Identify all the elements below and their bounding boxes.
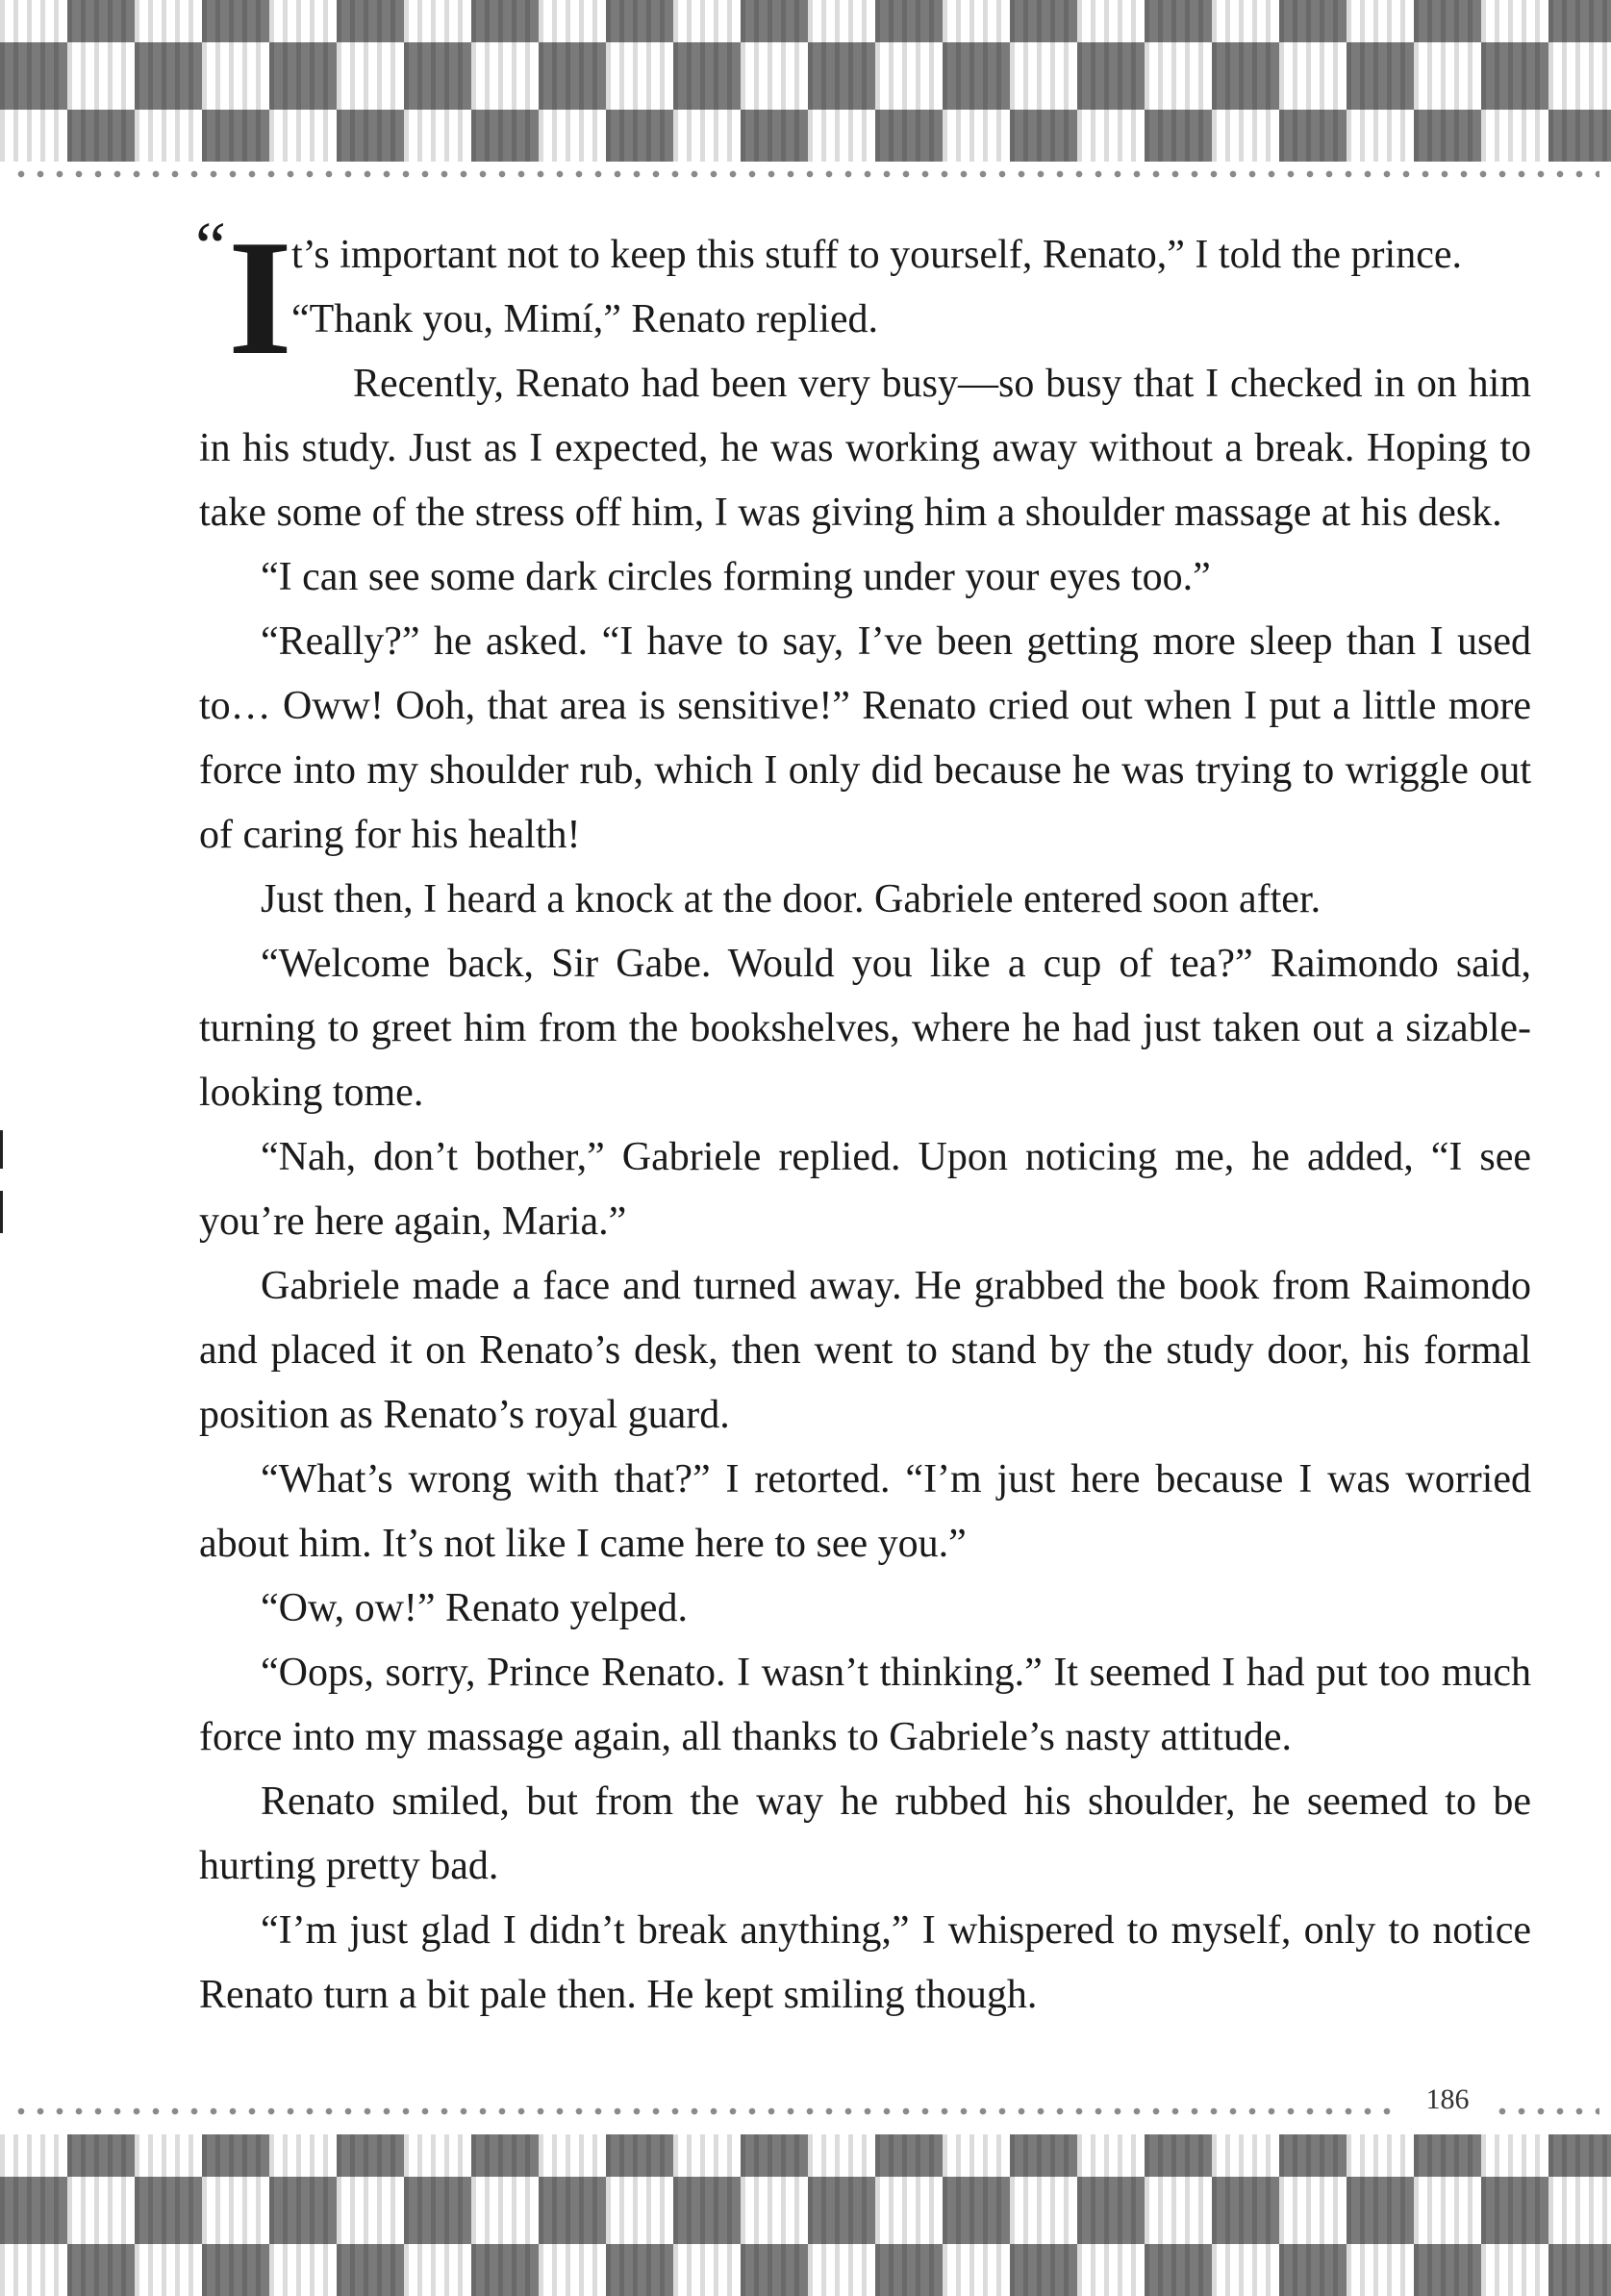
body-text: [195, 207, 1531, 2028]
decorative-border-bottom: [0, 2134, 1611, 2296]
page-edge-mark: [0, 1191, 3, 1233]
dotted-divider-top: [12, 170, 1599, 178]
paragraph: “What’s wrong with that?” I retorted. “I’m just here because I was worried about him. It’s not like I came here to see you.”: [199, 1457, 1531, 1566]
paragraph: “Welcome back, Sir Gabe. Would you like a cup of tea?” Raimondo said, turning to greet him from the bookshelves, where he had just taken out a sizable-looking tome.: [199, 942, 1531, 1115]
paragraph: “I’m just glad I didn’t break anything,” I whispered to myself, only to notice Renato turn a bit pale then. He kept smiling though.: [199, 1908, 1531, 2017]
paragraph: Recently, Renato had been very busy—so busy that I checked in on him in his study. Just as I expected, he was working away without a break. Hoping to take some of the stress off him, I was giving him a shoulder massage at his desk.: [199, 362, 1531, 535]
paragraph: “I can see some dark circles forming under your eyes too.”: [261, 555, 1211, 599]
paragraph: Just then, I heard a knock at the door. Gabriele entered soon after.: [261, 877, 1322, 921]
dotted-divider-bottom-right: [1493, 2107, 1599, 2115]
paragraph: “Oops, sorry, Prince Renato. I wasn’t thinking.” It seemed I had put too much force into my massage again, all thanks to Gabriele’s nasty attitude.: [199, 1651, 1531, 1759]
paragraph: “Really?” he asked. “I have to say, I’ve been getting more sleep than I used to… Oww! Ooh, that area is sensitive!” Renato cried out when I put a little more force into my shoulder rub, which I only did because he was trying to wriggle out of caring for his health!: [199, 619, 1531, 857]
page-edge-mark: [0, 1130, 3, 1169]
drop-cap: [195, 207, 292, 390]
paragraph: “Ow, ow!” Renato yelped.: [261, 1586, 688, 1630]
decorative-border-top: [0, 0, 1611, 162]
dotted-divider-bottom: [12, 2107, 1397, 2115]
paragraph: Gabriele made a face and turned away. He grabbed the book from Raimondo and placed it on Renato’s desk, then went to stand by the study door, his formal position as Renato’s royal guard.: [199, 1264, 1531, 1437]
paragraph-text: t’s important not to keep this stuff to yourself, Renato,” I told the prince.: [291, 233, 1462, 277]
drop-cap-letter: I: [228, 207, 292, 390]
page-number: 186: [1425, 2083, 1470, 2115]
paragraph: “Thank you, Mimí,” Renato replied.: [291, 297, 879, 341]
paragraph: “Nah, don’t bother,” Gabriele replied. Upon noticing me, he added, “I see you’re here again, Maria.”: [199, 1135, 1531, 1244]
paragraph: Renato smiled, but from the way he rubbed his shoulder, he seemed to be hurting pretty bad.: [199, 1779, 1531, 1888]
drop-cap-quote: “: [195, 208, 226, 285]
